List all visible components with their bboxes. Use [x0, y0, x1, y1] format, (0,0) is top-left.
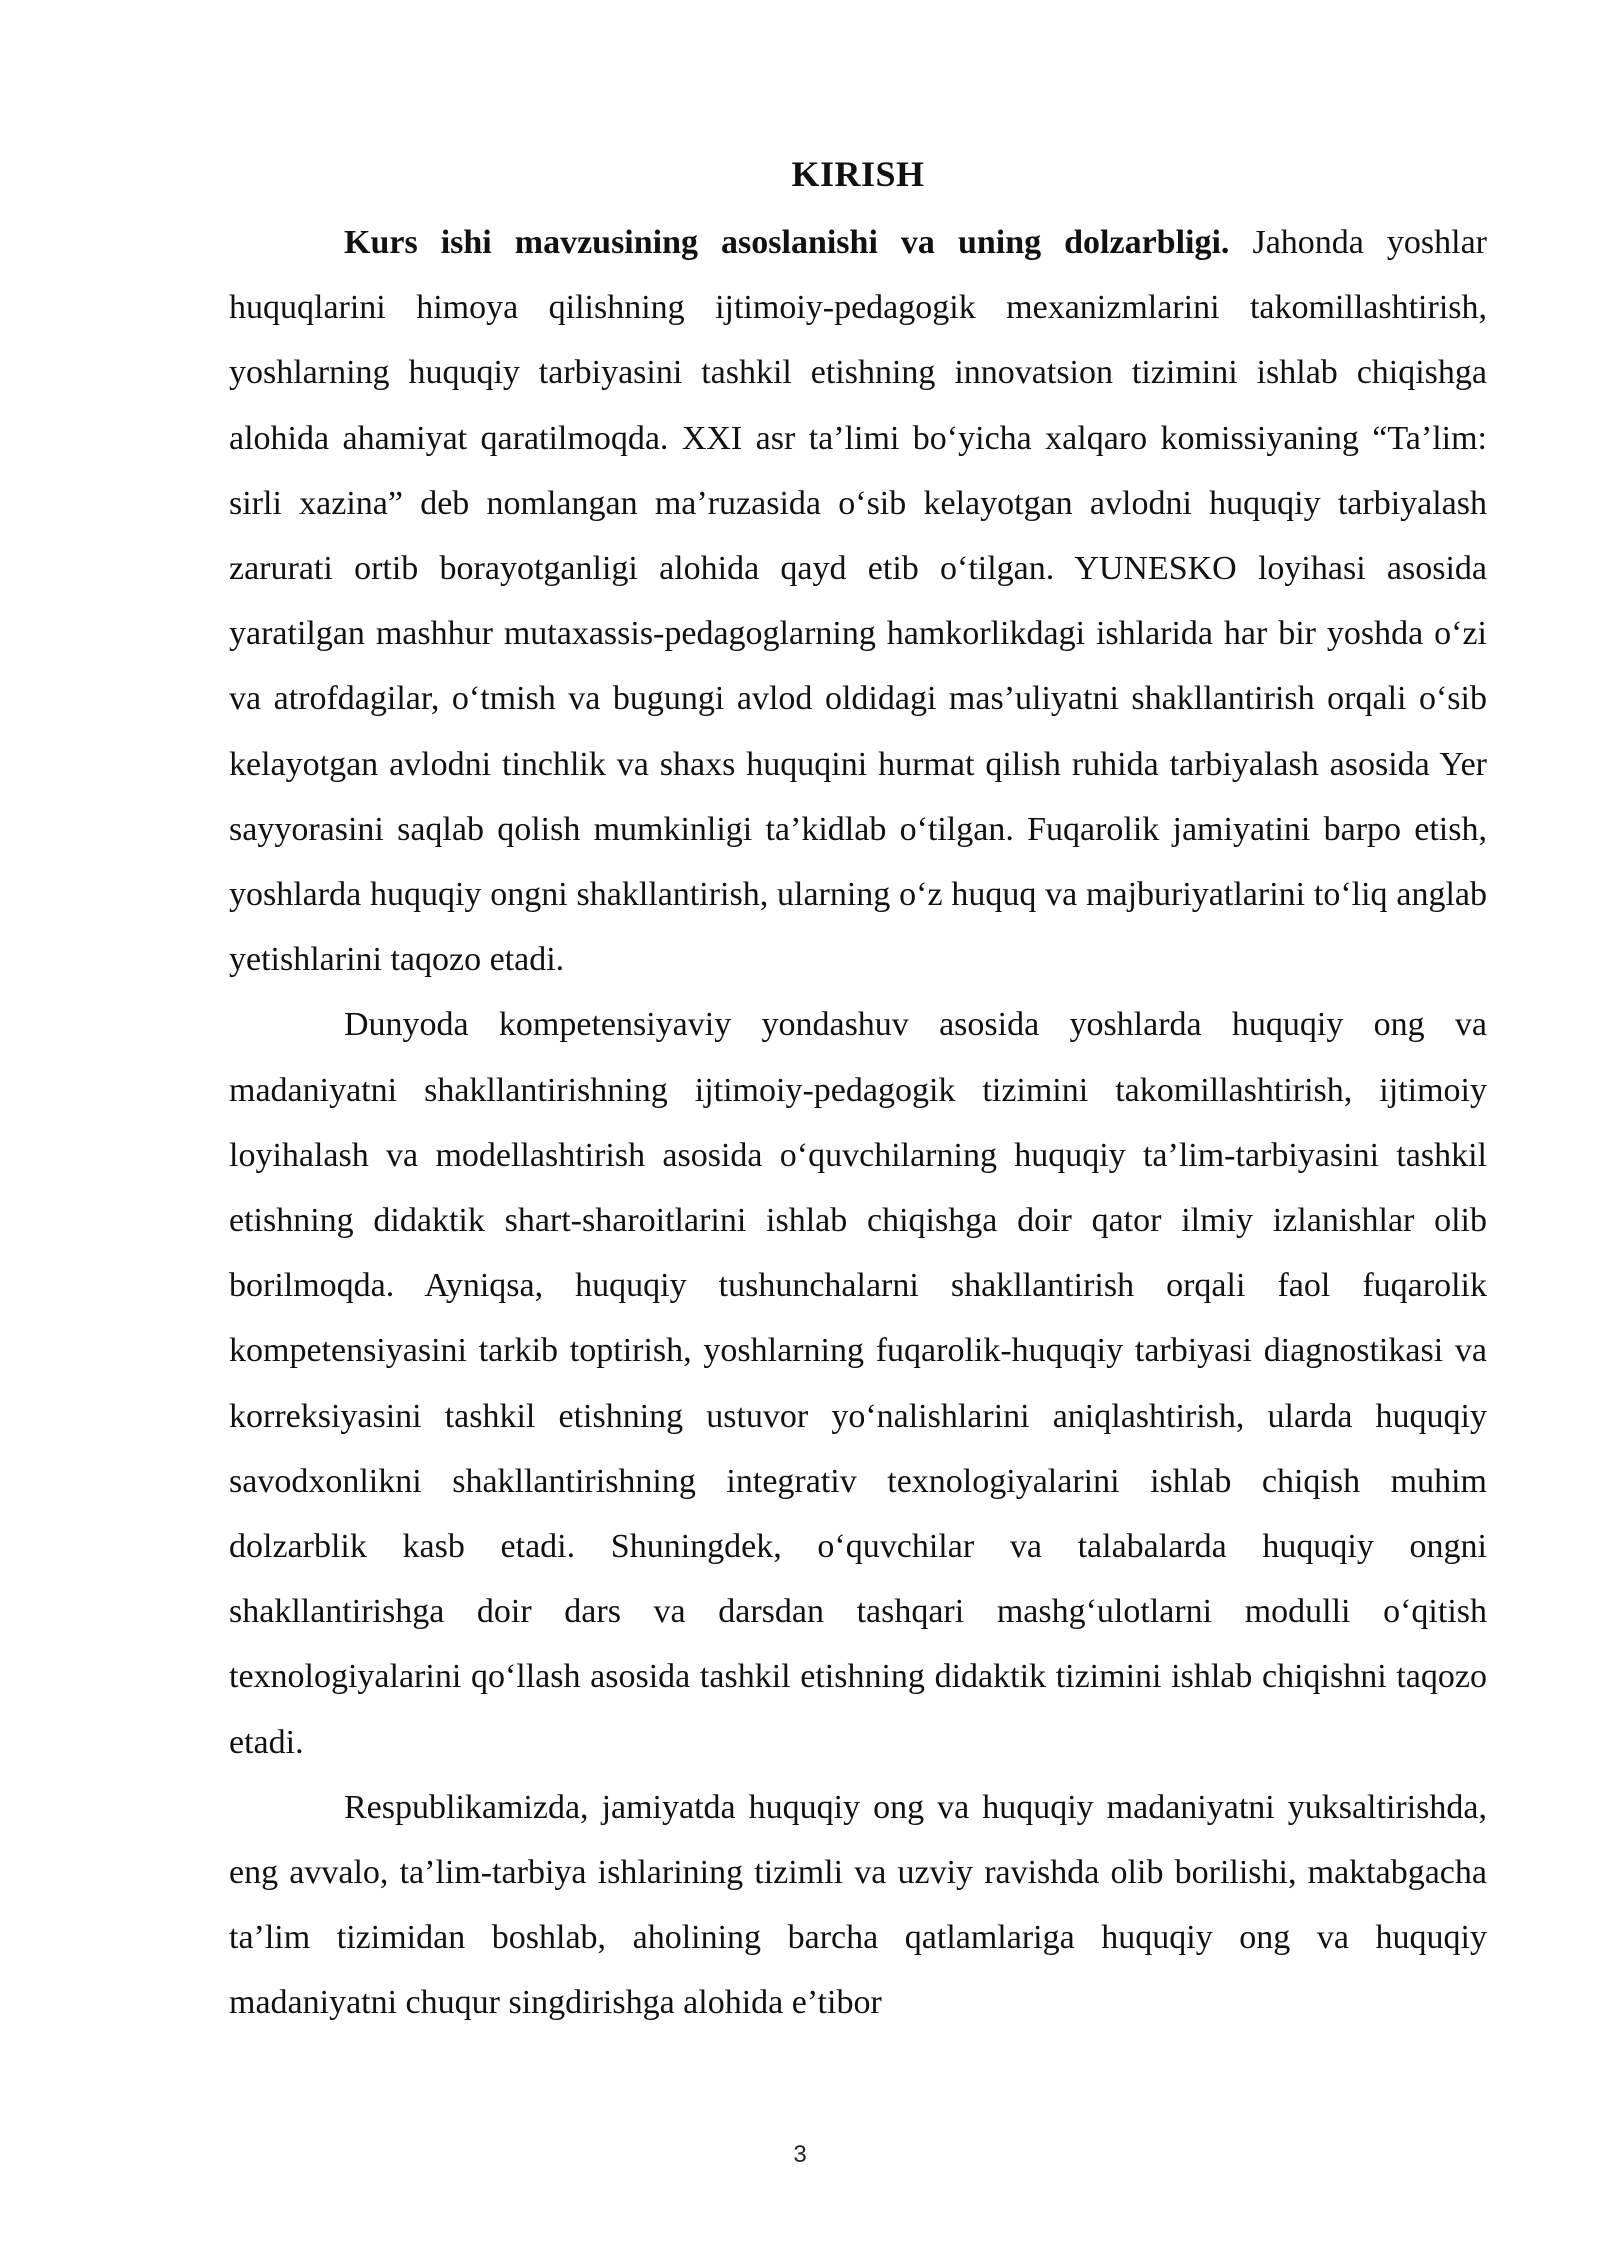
- paragraph-3: [229, 1775, 1487, 2036]
- paragraph-2: [229, 992, 1487, 1774]
- paragraph-1-text: Jahonda yoshlar huquqlarini himoya qilishning ijtimoiy-pedagogik mexanizmlarini takomillashtirish, yoshlarning huquqiy tarbiyasini tashkil etishning innovatsion tizimini ishlab chiqishga alohida ahamiyat qaratilmoqda. XXI asr ta’limi bo‘yicha xalqaro komissiyaning “Ta’lim: sirli xazina” deb nomlangan ma’ruzasida o‘sib kelayotgan avlodni huquqiy tarbiyalash zarurati ortib borayotganligi alohida qayd etib o‘tilgan. YUNESKO loyihasi asosida yaratilgan mashhur mutaxassis-pedagoglarning hamkorlikdagi ishlarida har bir yoshda o‘zi va atrofdagilar, o‘tmish va bugungi avlod oldidagi mas’uliyatni shakllantirish orqali o‘sib kelayotgan avlodni tinchlik va shaxs huquqini hurmat qilish ruhida tarbiyalash asosida Yer sayyorasini saqlab qolish mumkinligi ta’kidlab o‘tilgan. Fuqarolik jamiyatini barpo etish, yoshlarda huquqiy ongni shakllantirish, ularning o‘z huquq va majburiyatlarini to‘liq anglab yetishlarini taqozo etadi.: [229, 224, 1487, 979]
- paragraph-1: [229, 210, 1487, 992]
- paragraph-1-lead: Kurs ishi mavzusining asoslanishi va uning dolzarbligi.: [344, 224, 1230, 261]
- page-number: 3: [793, 2141, 807, 2168]
- paragraph-3-text: Respublikamizda, jamiyatda huquqiy ong va huquqiy madaniyatni yuksaltirishda, eng avvalo, ta’lim-tarbiya ishlarining tizimli va uzviy ravishda olib borilishi, maktabgacha ta’lim tizimidan boshlab, aholining barcha qatlamlariga huquqiy ong va huquqiy madaniyatni chuqur singdirishga alohida e’tibor: [229, 1788, 1487, 2022]
- section-title: KIRISH: [791, 154, 925, 194]
- paragraph-2-text: Dunyoda kompetensiyaviy yondashuv asosida yoshlarda huquqiy ong va madaniyatni shakllantirishning ijtimoiy-pedagogik tizimini takomillashtirish, ijtimoiy loyihalash va modellashtirish asosida o‘quvchilarning huquqiy ta’lim-tarbiyasini tashkil etishning didaktik shart-sharoitlarini ishlab chiqishga doir qator ilmiy izlanishlar olib borilmoqda. Ayniqsa, huquqiy tushunchalarni shakllantirish orqali faol fuqarolik kompetensiyasini tarkib toptirish, yoshlarning fuqarolik-huquqiy tarbiyasi diagnostikasi va korreksiyasini tashkil etishning ustuvor yo‘nalishlarini aniqlashtirish, ularda huquqiy savodxonlikni shakllantirishning integrativ texnologiyalarini ishlab chiqish muhim dolzarblik kasb etadi. Shuningdek, o‘quvchilar va talabalarda huquqiy ongni shakllantirishga doir dars va darsdan tashqari mashg‘ulotlarni modulli o‘qitish texnologiyalarini qo‘llash asosida tashkil etishning didaktik tizimini ishlab chiqishni taqozo etadi.: [229, 1006, 1487, 1761]
- page-content: [229, 148, 1487, 2036]
